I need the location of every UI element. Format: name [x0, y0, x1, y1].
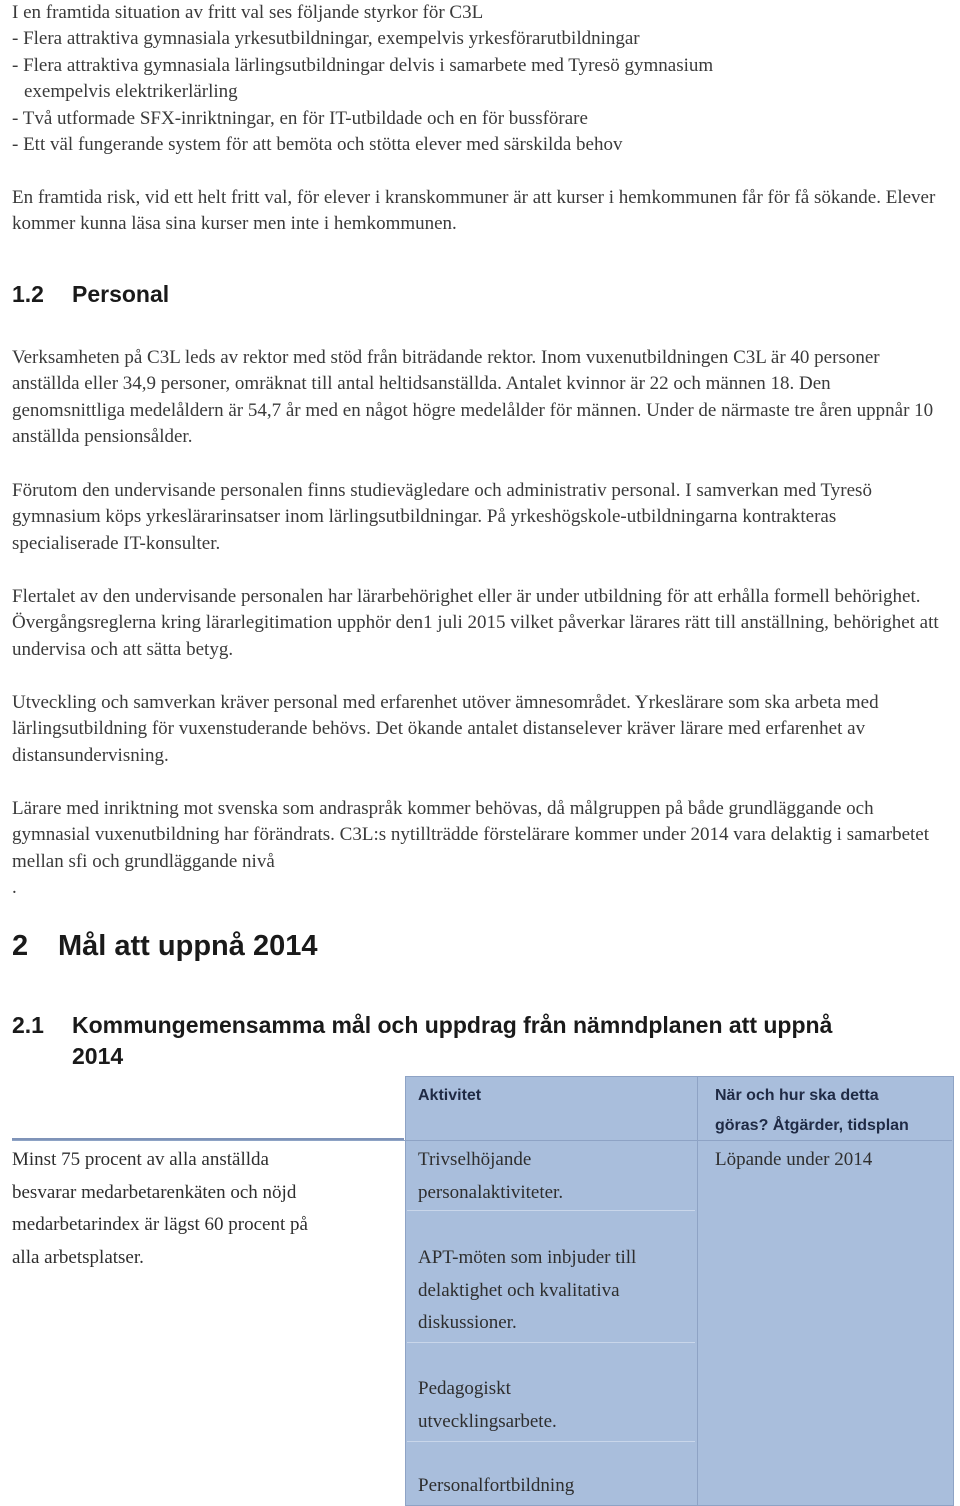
personal-paragraph [12, 345, 942, 451]
intro-list [12, 0, 942, 158]
section-number: 2.1 [12, 1012, 44, 1038]
paragraph-text: Förutom den undervisande personalen finns studievägledare och administrativ personal. I samverkan med Tyresö gymnasium köps yrkeslärarinsatser inom lärlingsutbildningar. På yrkeshögskole-utbildningarna kontrakteras specialiserade IT-konsulter. [12, 480, 872, 554]
intro-item: - Ett väl fungerande system för att bemöta och stötta elever med särskilda behov [12, 134, 623, 156]
section-number: 1.2 [12, 281, 44, 307]
paragraph-text: Verksamheten på C3L leds av rektor med stöd från biträdande rektor. Inom vuxenutbildningen C3L är 40 personer anställda eller 34,9 personer, omräknat till antal heltidsanställda. Antalet kvinnor är 22 och männen 18. Den genomsnittliga medelåldern är 54,7 år med en något högre medelålder för männen. Under de närmaste tre åren uppnår 10 anställda pensionsålder. [12, 347, 934, 448]
activity-line: utvecklingsarbete. [418, 1410, 557, 1432]
activity-line: Personalfortbildning [418, 1475, 575, 1496]
table-when-cell: Löpande under 2014 [715, 1149, 873, 1170]
activity-line: diskussioner. [418, 1312, 517, 1334]
activity-line: Trivselhöjande [418, 1149, 532, 1170]
paragraph-period: . [12, 877, 17, 899]
activity-line: APT-möten som inbjuder till [418, 1247, 637, 1268]
section-heading-1-2 [12, 281, 169, 308]
activity-row-separator [407, 1441, 695, 1442]
section-heading-2 [12, 930, 317, 963]
section-title: Kommungemensamma mål och uppdrag från nämndplanen att uppnå [72, 1012, 833, 1038]
personal-paragraph [12, 796, 942, 902]
header-when-line: göras? Åtgärder, tidsplan [715, 1117, 909, 1134]
activity-item [418, 1144, 563, 1209]
goal-line: alla arbetsplatser. [12, 1246, 144, 1268]
section-number: 2 [12, 930, 29, 962]
table-goal-header-rule [12, 1138, 404, 1140]
table-goal-cell [12, 1144, 308, 1274]
section-title: Mål att uppnå 2014 [58, 930, 318, 962]
table-header-activity: Aktivitet [418, 1087, 482, 1104]
activity-item [418, 1470, 574, 1503]
intro-item: - Två utformade SFX-inriktningar, en för IT-utbildade och en för bussförare [12, 107, 588, 129]
paragraph-text: Flertalet av den undervisande personalen har lärarbehörighet eller är under utbildning för att erhålla formell behörighet. Övergångsreglerna kring lärarlegitimation upphör den1 juli 2015 vilket påverkar lärares rätt till anställning, behörighet att undervisa och att sätta betyg. [12, 586, 939, 660]
personal-paragraph [12, 690, 942, 769]
section-title: Personal [72, 281, 170, 307]
paragraph-text: Utveckling och samverkan kräver personal med erfarenhet utöver ämnesområdet. Yrkeslärare som ska arbeta med lärlingsutbildning för vuxenstuderande behövs. Det ökande antalet distanselever kräver lärare med erfarenhet av distansundervisning. [12, 692, 879, 766]
intro-heading: I en framtida situation av fritt val ses följande styrkor för C3L [12, 2, 484, 23]
paragraph-text: Lärare med inriktning mot svenska som andraspråk kommer behövas, då målgruppen på både grundläggande och gymnasial vuxenutbildning har förändrats. C3L:s nytillträdde förstelärare kommer under 2014 vara delaktig i samarbetet mellan sfi och grundläggande nivå [12, 798, 930, 872]
intro-item: - Flera attraktiva gymnasiala lärlingsutbildningar delvis i samarbete med Tyresö gymnasium [12, 54, 714, 76]
activity-row-separator [407, 1210, 695, 1211]
goal-line: medarbetarindex är lägst 60 procent på [12, 1214, 308, 1236]
table-header-when [715, 1081, 909, 1141]
section-heading-2-1 [12, 1010, 832, 1072]
activity-line: Pedagogiskt [418, 1378, 511, 1399]
intro-item: - Flera attraktiva gymnasiala yrkesutbildningar, exempelvis yrkesförarutbildningar [12, 28, 640, 50]
activity-item [418, 1242, 636, 1340]
section-title-continued: 2014 [72, 1043, 124, 1069]
activity-item [418, 1373, 557, 1438]
activity-row-separator [407, 1342, 695, 1343]
goal-line: Minst 75 procent av alla anställda [12, 1149, 269, 1170]
personal-paragraph [12, 584, 942, 663]
goal-line: besvarar medarbetarenkäten och nöjd [12, 1181, 297, 1203]
header-when-line: När och hur ska detta [715, 1087, 879, 1104]
risk-text: En framtida risk, vid ett helt fritt val, för elever i kranskommuner är att kurser i hemkommunen får för få sökande. Elever kommer kunna läsa sina kurser men inte i hemkommunen. [12, 187, 936, 235]
activity-line: personalaktiviteter. [418, 1181, 564, 1203]
intro-item-continued: exempelvis elektrikerlärling [24, 81, 238, 103]
personal-paragraph [12, 478, 942, 557]
risk-paragraph [12, 185, 942, 238]
activity-line: delaktighet och kvalitativa [418, 1279, 620, 1301]
